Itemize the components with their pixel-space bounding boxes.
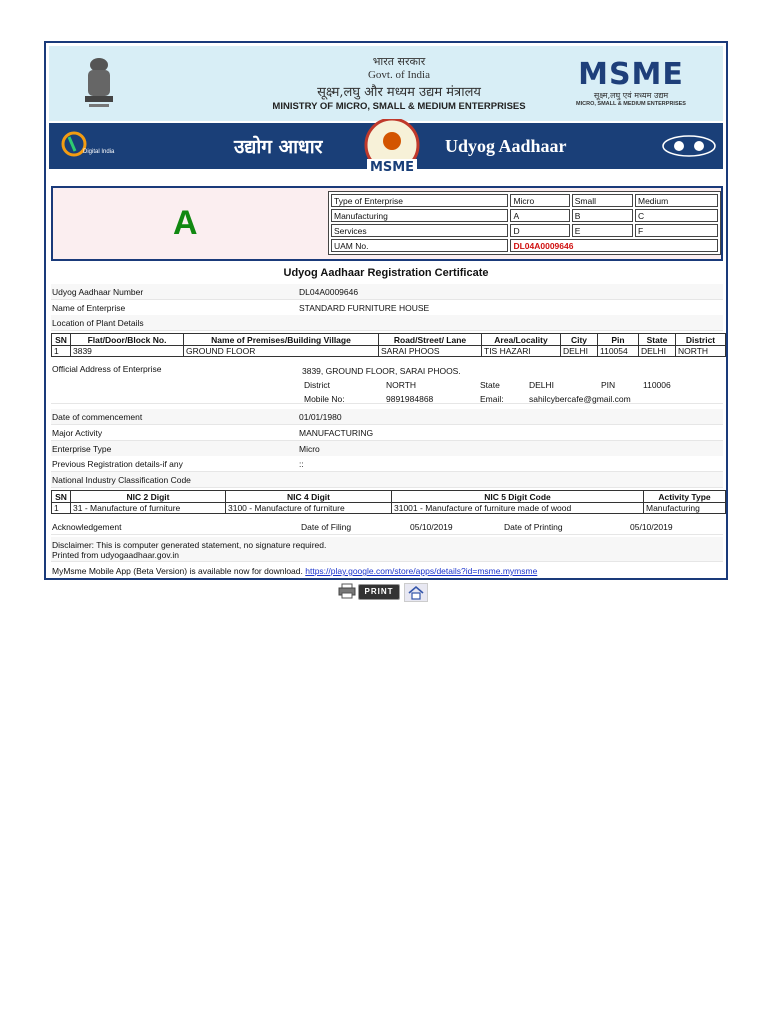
table-cell: DELHI: [639, 346, 676, 357]
pin-value: 110006: [643, 380, 671, 390]
column-header: NIC 4 Digit: [226, 491, 392, 503]
msme-logo-text: MSME: [578, 57, 684, 92]
column-header: Area/Locality: [482, 334, 561, 346]
printing-date-label: Date of Printing: [504, 522, 563, 532]
nic-code-label: National Industry Classification Code: [52, 475, 191, 485]
enterprise-type-value: Micro: [299, 444, 320, 454]
msme-logo-en: MICRO, SMALL & MEDIUM ENTERPRISES: [576, 101, 686, 107]
major-activity-value: MANUFACTURING: [299, 428, 374, 438]
home-button[interactable]: [404, 583, 428, 602]
table-cell: Manufacturing: [331, 209, 508, 222]
table-cell: 31001 - Manufacture of furniture made of wood: [392, 503, 644, 514]
table-row: [331, 239, 718, 252]
column-header: City: [561, 334, 598, 346]
column-header: Road/Street/ Lane: [379, 334, 482, 346]
table-cell: Medium: [635, 194, 718, 207]
table-cell: GROUND FLOOR: [184, 346, 379, 357]
table-cell: Small: [572, 194, 633, 207]
email-value: sahilcybercafe@gmail.com: [529, 394, 631, 404]
column-header: Name of Premises/Building Village: [184, 334, 379, 346]
table-cell: NORTH: [676, 346, 726, 357]
table-cell: 1: [52, 346, 71, 357]
disclaimer-text: Disclaimer: This is computer generated statement, no signature required.: [52, 540, 327, 550]
table-header-row: [52, 334, 726, 346]
previous-registration-value: ::: [299, 459, 304, 469]
column-header: Flat/Door/Block No.: [71, 334, 184, 346]
acknowledgement-label: Acknowledgement: [52, 522, 122, 532]
acknowledgement-row: [51, 519, 723, 535]
column-header: SN: [52, 334, 71, 346]
previous-registration-row: [51, 456, 723, 472]
certificate-title: Udyog Aadhaar Registration Certificate: [283, 267, 489, 279]
uam-number: DL04A0009646: [510, 239, 718, 252]
plant-location-label: Location of Plant Details: [52, 318, 144, 328]
govt-heading: [249, 54, 549, 112]
app-row: [51, 563, 723, 578]
district-label: District: [304, 380, 330, 390]
column-header: State: [639, 334, 676, 346]
ministry-name: MINISTRY OF MICRO, SMALL & MEDIUM ENTERPRISES: [272, 101, 526, 112]
previous-registration-label: Previous Registration details-if any: [52, 459, 183, 469]
state-label: State: [480, 380, 500, 390]
digital-india-logo: [59, 129, 129, 163]
table-cell: 3839: [71, 346, 184, 357]
commencement-label: Date of commencement: [52, 412, 143, 422]
enterprise-name-label: Name of Enterprise: [52, 303, 126, 313]
district-value: NORTH: [386, 380, 417, 390]
official-address-value: 3839, GROUND FLOOR, SARAI PHOOS.: [302, 366, 461, 376]
table-row: [331, 224, 718, 237]
app-download-link[interactable]: https://play.google.com/store/apps/details?id=msme.mymsme: [305, 566, 538, 576]
enterprise-name-row: [51, 300, 723, 316]
column-header: SN: [52, 491, 71, 503]
table-cell: E: [572, 224, 633, 237]
header-banner: [49, 123, 723, 175]
table-cell: DELHI: [561, 346, 598, 357]
aadhaar-number-label: Udyog Aadhaar Number: [52, 287, 144, 297]
column-header: Pin: [598, 334, 639, 346]
home-icon: [405, 584, 427, 601]
anniversary-logo-icon: [659, 133, 719, 159]
table-cell: 31 - Manufacture of furniture: [71, 503, 226, 514]
certificate: [44, 41, 728, 580]
enterprise-grade: A: [173, 204, 198, 242]
app-message: MyMsme Mobile App (Beta Version) is available now for download.: [52, 566, 303, 576]
printed-from-text: Printed from udyogaadhaar.gov.in: [52, 550, 179, 560]
table-row: [331, 194, 718, 207]
udyog-aadhaar-en: Udyog Aadhaar: [445, 136, 567, 156]
table-cell: TIS HAZARI: [482, 346, 561, 357]
column-header: NIC 2 Digit: [71, 491, 226, 503]
enterprise-name-value: STANDARD FURNITURE HOUSE: [299, 303, 430, 313]
column-header: NIC 5 Digit Code: [392, 491, 644, 503]
major-activity-row: [51, 425, 723, 441]
pin-label: PIN: [601, 380, 616, 390]
uam-label: UAM No.: [331, 239, 508, 252]
disclaimer-row: [51, 537, 723, 562]
msme-logo: [571, 57, 691, 107]
table-row: [331, 209, 718, 222]
msme-logo-hindi: सूक्ष्म,लघु एवं मध्यम उद्यम: [593, 91, 669, 100]
udyog-aadhaar-seal-icon: [359, 119, 425, 175]
printer-icon[interactable]: [338, 583, 356, 599]
udyog-aadhaar-hindi: उद्योग आधार: [234, 136, 323, 158]
header-top: [49, 46, 723, 121]
official-address-label: Official Address of Enterprise: [52, 364, 162, 374]
govt-of-india: Govt. of India: [367, 69, 430, 81]
enterprise-type-label: Enterprise Type: [52, 444, 112, 454]
commencement-value: 01/01/1980: [299, 412, 342, 422]
table-cell: A: [510, 209, 569, 222]
table-cell: F: [635, 224, 718, 237]
table-cell: 3100 - Manufacture of furniture: [226, 503, 392, 514]
table-cell: C: [635, 209, 718, 222]
mobile-value: 9891984868: [386, 394, 434, 404]
enterprise-type-table: [328, 191, 721, 255]
enterprise-type-row: [51, 441, 723, 457]
major-activity-label: Major Activity: [52, 428, 103, 438]
email-label: Email:: [480, 394, 504, 404]
table-cell: 110054: [598, 346, 639, 357]
enterprise-type-box: [51, 186, 723, 261]
table-cell: B: [572, 209, 633, 222]
hindi-govt: भारत सरकार: [372, 55, 426, 68]
table-cell: Manufacturing: [644, 503, 726, 514]
seal-text: MSME: [369, 160, 415, 175]
table-row: [52, 503, 726, 514]
official-address-row: [51, 361, 723, 404]
digital-india-text: Digital India: [83, 149, 115, 155]
aadhaar-number-value: DL04A0009646: [299, 287, 359, 297]
print-button[interactable]: PRINT: [358, 584, 400, 600]
table-header-row: [52, 491, 726, 503]
column-header: District: [676, 334, 726, 346]
filing-date-value: 05/10/2019: [410, 522, 453, 532]
plant-details-table: [51, 333, 726, 357]
column-header: Activity Type: [644, 491, 726, 503]
table-cell: D: [510, 224, 569, 237]
table-row: [52, 346, 726, 357]
nic-table: [51, 490, 726, 514]
state-value: DELHI: [529, 380, 555, 390]
filing-date-label: Date of Filing: [301, 522, 352, 532]
table-cell: Services: [331, 224, 508, 237]
hindi-ministry: सूक्ष्म,लघु और मध्यम उद्यम मंत्रालय: [317, 85, 481, 100]
table-cell: SARAI PHOOS: [379, 346, 482, 357]
printing-date-value: 05/10/2019: [630, 522, 673, 532]
commencement-row: [51, 409, 723, 425]
nic-code-row: [51, 472, 723, 488]
mobile-label: Mobile No:: [304, 394, 345, 404]
table-cell: 1: [52, 503, 71, 514]
aadhaar-number-row: [51, 284, 723, 300]
app-text: [52, 566, 537, 576]
table-cell: Micro: [510, 194, 569, 207]
table-cell: Type of Enterprise: [331, 194, 508, 207]
plant-location-row: [51, 315, 723, 331]
national-emblem-icon: [77, 56, 121, 114]
